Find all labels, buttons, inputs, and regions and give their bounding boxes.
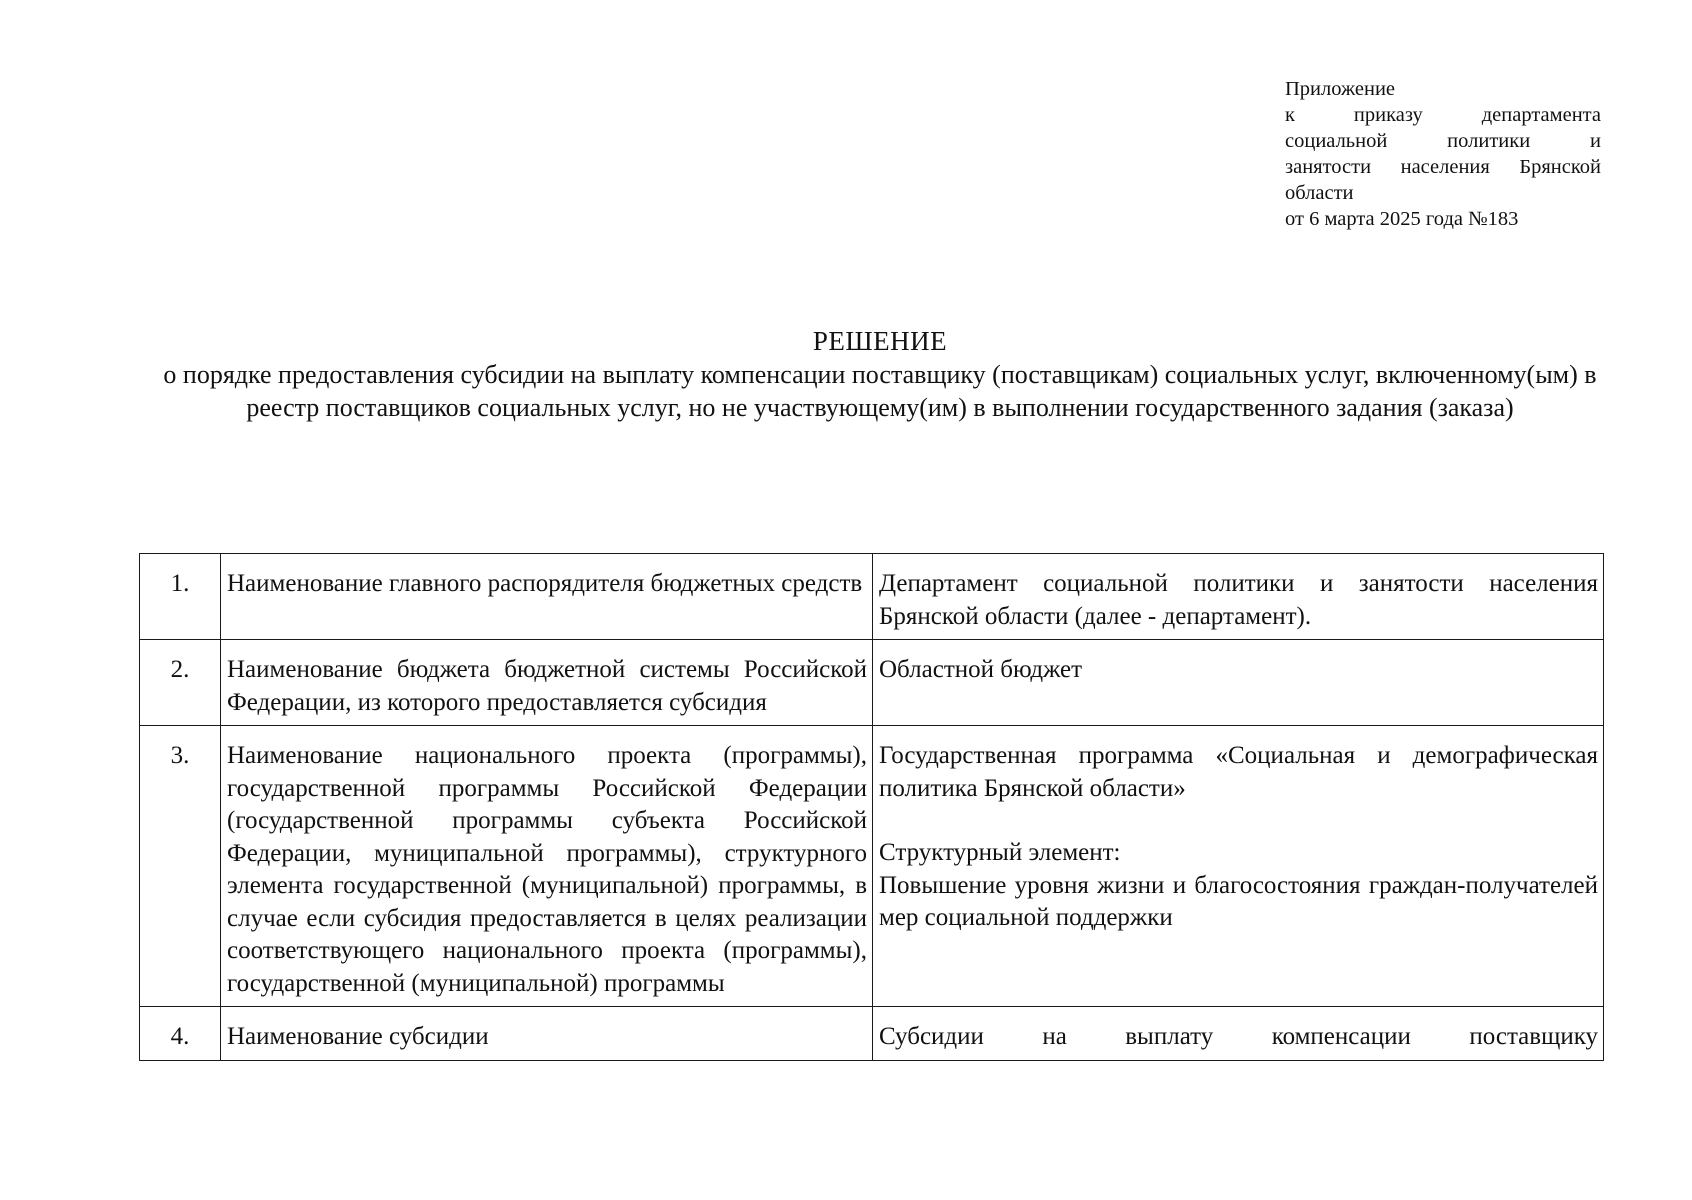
appendix-line: занятости населения Брянской: [1285, 156, 1601, 178]
row-value-label: Структурный элемент:: [879, 839, 1121, 866]
row-value-cell: [873, 726, 1604, 1007]
paragraph-gap: [879, 805, 1598, 837]
appendix-line: Приложение: [1285, 78, 1396, 100]
row-name: Наименование бюджета бюджетной системы Российской Федерации, из которого предоставляется субсидия: [221, 640, 873, 726]
row-number: 1.: [140, 554, 221, 640]
table-row: [140, 554, 1604, 640]
row-name: Наименование национального проекта (программы), государственной программы Российской Федерации (государственной программы субъекта Российской Федерации, муниципальной программы), структурного элемента государственной (муниципальной) программы, в случае если субсидия предоставляется в целях реализации соответствующего национального проекта (программы), государственной (муниципальной) программы: [221, 726, 873, 1007]
appendix-line: к приказу департамента: [1285, 104, 1601, 126]
table-row: [140, 726, 1604, 1007]
document-header: [160, 325, 1600, 424]
row-value: Государственная программа «Социальная и демографическая политика Брянской области»: [879, 742, 1598, 802]
appendix-line: от 6 марта 2025 года №183: [1285, 208, 1519, 230]
decision-table: [139, 553, 1604, 1061]
row-value: Субсидии на выплату компенсации поставщику: [873, 1007, 1604, 1061]
row-value: Областной бюджет: [873, 640, 1604, 726]
row-name: Наименование главного распорядителя бюджетных средств: [221, 554, 873, 640]
table-row: [140, 1007, 1604, 1061]
document-title: РЕШЕНИЕ: [812, 326, 948, 356]
row-name: Наименование субсидии: [221, 1007, 873, 1061]
table-row: [140, 640, 1604, 726]
row-number: 2.: [140, 640, 221, 726]
document-subtitle: о порядке предоставления субсидии на выплату компенсации поставщику (поставщикам) социальных услуг, включенному(ым) в реестр поставщиков социальных услуг, но не участвующему(им) в выполнении государственного задания (заказа): [163, 360, 1597, 422]
appendix-block: [1285, 76, 1601, 232]
appendix-line: социальной политики и: [1285, 130, 1601, 152]
row-value: Департамент социальной политики и занятости населения Брянской области (далее - департамент).: [873, 554, 1604, 640]
row-value-extra: Повышение уровня жизни и благосостояния граждан-получателей мер социальной поддержки: [879, 871, 1598, 931]
appendix-line: области: [1285, 182, 1354, 204]
row-number: 3.: [140, 726, 221, 1007]
row-number: 4.: [140, 1007, 221, 1061]
